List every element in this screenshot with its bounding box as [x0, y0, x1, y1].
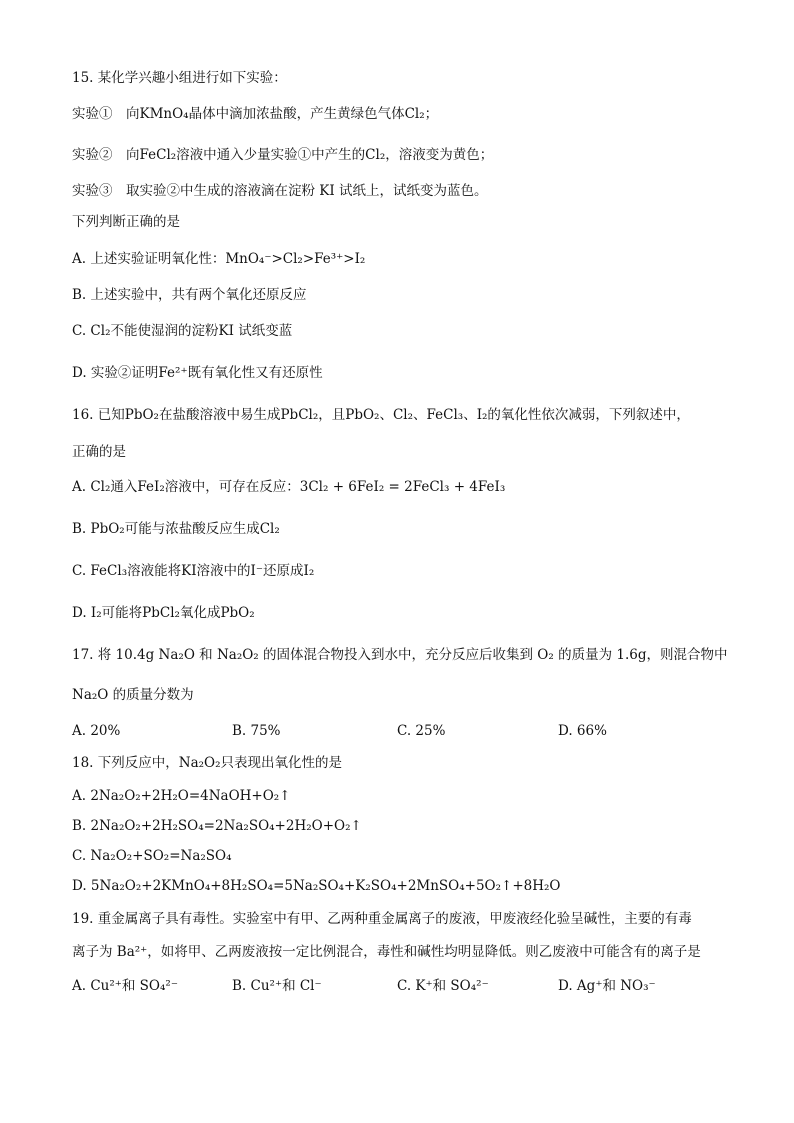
- q15-ask: 下列判断正确的是: [72, 214, 180, 230]
- q18-option-c: C. Na₂O₂+SO₂=Na₂SO₄: [72, 848, 232, 864]
- q16-option-d: D. I₂可能将PbCl₂氧化成PbO₂: [72, 605, 255, 621]
- q15-option-a: A. 上述实验证明氧化性：MnO₄⁻>Cl₂>Fe³⁺>I₂: [72, 251, 366, 267]
- q15-option-d: D. 实验②证明Fe²⁺既有氧化性又有还原性: [72, 365, 323, 381]
- q15-option-b: B. 上述实验中，共有两个氧化还原反应: [72, 287, 307, 303]
- q18-option-a: A. 2Na₂O₂+2H₂O=4NaOH+O₂↑: [72, 788, 291, 804]
- q19-option-d: D. Ag⁺和 NO₃⁻: [558, 978, 656, 994]
- q18-stem: 18. 下列反应中，Na₂O₂只表现出氧化性的是: [72, 755, 343, 771]
- q15-exp3: 实验③ 取实验②中生成的溶液滴在淀粉 KI 试纸上，试纸变为蓝色。: [72, 183, 488, 199]
- q17-stem-line2: Na₂O 的质量分数为: [72, 687, 194, 703]
- q17-option-d: D. 66%: [558, 723, 607, 739]
- q17-stem-line1: 17. 将 10.4g Na₂O 和 Na₂O₂ 的固体混合物投入到水中，充分反应后收集到 O₂ 的质量为 1.6g，则混合物中: [72, 647, 728, 663]
- q18-option-d: D. 5Na₂O₂+2KMnO₄+8H₂SO₄=5Na₂SO₄+K₂SO₄+2MnSO₄+5O₂↑+8H₂O: [72, 878, 561, 894]
- q17-option-b: B. 75%: [232, 723, 281, 739]
- q16-stem-line1: 16. 已知PbO₂在盐酸溶液中易生成PbCl₂，且PbO₂、Cl₂、FeCl₃、I₂的氧化性依次减弱，下列叙述中，: [72, 407, 690, 423]
- q18-option-b: B. 2Na₂O₂+2H₂SO₄=2Na₂SO₄+2H₂O+O₂↑: [72, 818, 362, 834]
- q19-option-a: A. Cu²⁺和 SO₄²⁻: [72, 978, 178, 994]
- q15-option-c: C. Cl₂不能使湿润的淀粉KI 试纸变蓝: [72, 323, 293, 339]
- q17-option-a: A. 20%: [72, 723, 121, 739]
- q16-option-a: A. Cl₂通入FeI₂溶液中，可存在反应：3Cl₂ + 6FeI₂ = 2FeCl₃ + 4FeI₃: [72, 479, 506, 495]
- q17-option-c: C. 25%: [397, 723, 446, 739]
- q16-stem-line2: 正确的是: [72, 444, 126, 460]
- q19-option-c: C. K⁺和 SO₄²⁻: [397, 978, 489, 994]
- q19-option-b: B. Cu²⁺和 Cl⁻: [232, 978, 322, 994]
- q15-exp2: 实验② 向FeCl₂溶液中通入少量实验①中产生的Cl₂，溶液变为黄色；: [72, 147, 494, 163]
- q15-exp1: 实验① 向KMnO₄晶体中滴加浓盐酸，产生黄绿色气体Cl₂；: [72, 106, 439, 122]
- q16-option-c: C. FeCl₃溶液能将KI溶液中的I⁻还原成I₂: [72, 563, 315, 579]
- q15-stem: 15. 某化学兴趣小组进行如下实验：: [72, 70, 287, 86]
- q19-stem-line2: 离子为 Ba²⁺，如将甲、乙两废液按一定比例混合，毒性和碱性均明显降低。则乙废液中可能含有的离子是: [72, 944, 701, 960]
- q16-option-b: B. PbO₂可能与浓盐酸反应生成Cl₂: [72, 521, 280, 537]
- q19-stem-line1: 19. 重金属离子具有毒性。实验室中有甲、乙两种重金属离子的废液，甲废液经化验呈碱性，主要的有毒: [72, 911, 692, 927]
